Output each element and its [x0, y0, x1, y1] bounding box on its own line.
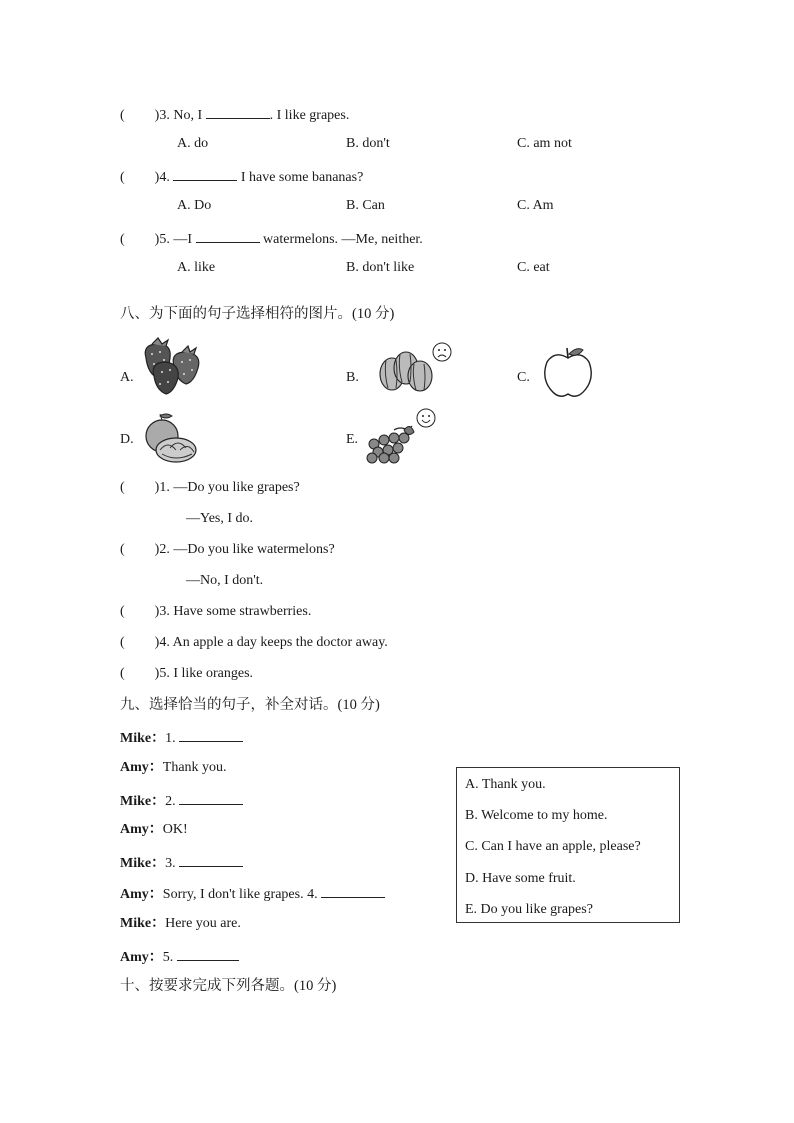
speaker: Mike： — [120, 731, 166, 746]
strawberries-icon — [140, 338, 208, 396]
option-c[interactable]: C. Can I have an apple, please? — [465, 839, 641, 854]
option-a[interactable]: A. do — [177, 136, 209, 151]
section-9-heading: 九、选择恰当的句子，补全对话。(10 分) — [120, 697, 380, 713]
option-a[interactable]: A. Do — [177, 198, 212, 213]
option-c[interactable]: C. Am — [517, 198, 554, 213]
option-b[interactable]: B. Can — [346, 198, 385, 213]
question-8-1: ( )1. —Do you like grapes? — [120, 480, 300, 495]
section-8-heading: 八、为下面的句子选择相符的图片。(10 分) — [120, 306, 395, 322]
apple-icon — [541, 346, 595, 400]
speaker: Amy： — [120, 950, 163, 965]
dialogue-line-1: Mike：1. — [120, 727, 243, 748]
dialogue-line-4: Amy：OK! — [120, 822, 188, 837]
answer-blank[interactable] — [321, 883, 385, 898]
option-e[interactable]: E. Do you like grapes? — [465, 902, 593, 917]
option-a[interactable]: A. Thank you. — [465, 777, 546, 792]
dialogue-line-5: Mike：3. — [120, 852, 243, 873]
option-a[interactable]: A. like — [177, 260, 216, 275]
picture-label-b: B. — [346, 370, 359, 385]
question-8-2: ( )2. —Do you like watermelons? — [120, 542, 335, 557]
oranges-icon — [140, 412, 202, 466]
picture-label-d: D. — [120, 432, 134, 447]
picture-label-c: C. — [517, 370, 530, 385]
answer-blank[interactable] — [179, 852, 243, 867]
section-10-heading: 十、按要求完成下列各题。(10 分) — [120, 978, 337, 994]
question-8-5: ( )5. I like oranges. — [120, 666, 254, 681]
question-8-4: ( )4. An apple a day keeps the doctor away. — [120, 635, 388, 650]
option-b[interactable]: B. Welcome to my home. — [465, 808, 608, 823]
watermelons-sad-face-icon — [376, 340, 456, 396]
option-c[interactable]: C. am not — [517, 136, 572, 151]
answer-blank[interactable] — [179, 727, 243, 742]
grapes-smiley-face-icon — [364, 408, 438, 464]
question-8-1-reply: —Yes, I do. — [186, 511, 254, 526]
question-7-3: ( )3. No, I . I like grapes. — [120, 104, 349, 125]
speaker: Amy： — [120, 887, 163, 902]
dialogue-line-8: Amy：5. — [120, 946, 239, 967]
options-box — [456, 767, 680, 923]
speaker: Mike： — [120, 916, 166, 931]
answer-blank[interactable] — [177, 946, 239, 961]
answer-blank[interactable] — [206, 104, 270, 119]
option-c[interactable]: C. eat — [517, 260, 550, 275]
dialogue-line-7: Mike：Here you are. — [120, 916, 241, 931]
option-d[interactable]: D. Have some fruit. — [465, 871, 576, 886]
dialogue-line-2: Amy：Thank you. — [120, 760, 227, 775]
option-b[interactable]: B. don't like — [346, 260, 415, 275]
dialogue-line-6: Amy：Sorry, I don't like grapes. 4. — [120, 883, 385, 904]
speaker: Mike： — [120, 794, 166, 809]
answer-blank[interactable] — [179, 790, 243, 805]
dialogue-line-3: Mike：2. — [120, 790, 243, 811]
answer-blank[interactable] — [173, 166, 237, 181]
picture-label-a: A. — [120, 370, 134, 385]
speaker: Amy： — [120, 822, 163, 837]
question-7-5: ( )5. —I watermelons. —Me, neither. — [120, 228, 423, 249]
question-8-3: ( )3. Have some strawberries. — [120, 604, 312, 619]
picture-label-e: E. — [346, 432, 359, 447]
option-b[interactable]: B. don't — [346, 136, 390, 151]
question-7-4: ( )4. I have some bananas? — [120, 166, 363, 187]
answer-blank[interactable] — [196, 228, 260, 243]
speaker: Amy： — [120, 760, 163, 775]
speaker: Mike： — [120, 856, 166, 871]
question-8-2-reply: —No, I don't. — [186, 573, 264, 588]
